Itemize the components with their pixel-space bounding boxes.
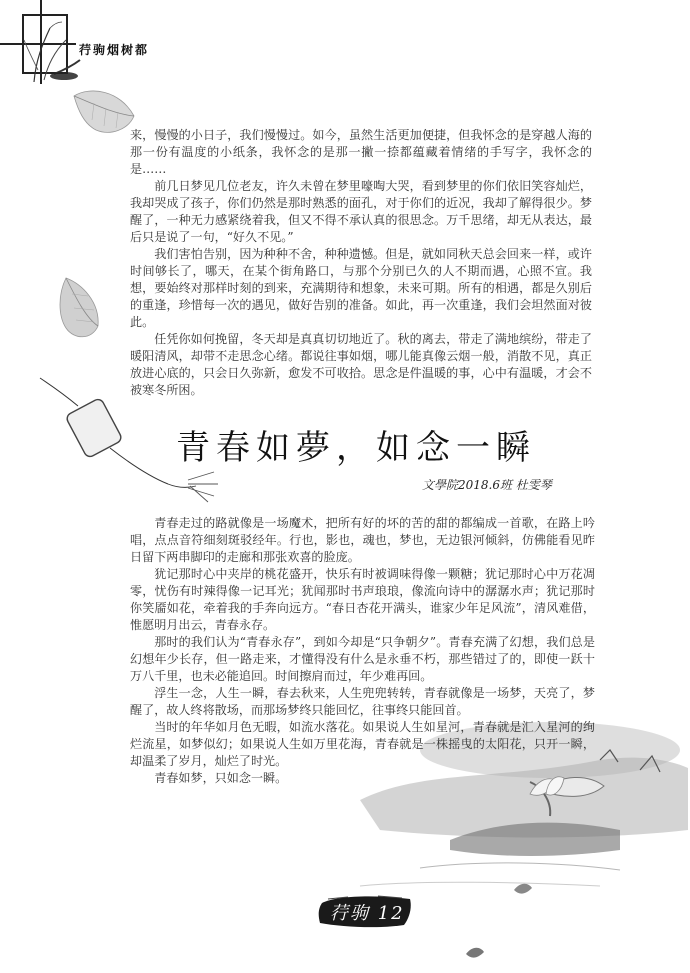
paragraph: 当时的年华如月色无暇，如流水落花。如果说人生如星河，青春就是汇入星河的绚烂流星，如梦似幻；如果说人生如万里花海，青春就是一株摇曳的太阳花，只开一瞬，却温柔了岁月，灿烂了时光。 (130, 720, 595, 768)
article-title: 青春如夢，如念一瞬 (176, 428, 536, 468)
paragraph: 青春走过的路就像是一场魔术，把所有好的坏的苦的甜的都编成一首歌，在路上吟唱，点点音符细刻斑驳经年。行也，影也，魂也，梦也，无边银河倾斜，仿佛能看见昨日留下两串脚印的走廊和那张欢喜的脸庞。 (130, 516, 595, 564)
paragraph: 那时的我们认为“青春永存”，到如今却是“只争朝夕”。青春充满了幻想，我们总是幻想年少长存，但一路走来，才懂得没有什么是永垂不朽，那些错过了的，即使一跃十万八千里，也未必能追回。时间擦肩而过，年少难再回。 (130, 635, 595, 683)
paragraph: 犹记那时心中夹岸的桃花盛开，快乐有时被调味得像一颗糖；犹记那时心中万花凋零，忧伤有时辣得像一记耳光；犹闻那时书声琅琅，像流向诗中的潺潺水声；犹记那时你笑靥如花，牵着我的手奔向远方。“春日杏花开满头，谁家少年足风流”，清风难借，惟愿明月出云，青春永存。 (130, 567, 595, 632)
paragraph: 青春如梦，只如念一瞬。 (154, 771, 288, 785)
essay-passage-2 (130, 515, 595, 787)
section-title: 荇驹烟树都 (76, 41, 152, 58)
paragraph: 前几日梦见几位老友，许久未曾在梦里嚎啕大哭，看到梦里的你们依旧笑容灿烂，我却哭成了孩子，你们仍然是那时熟悉的面孔，对于你们的近况，我却了解得很少。梦醒了，一种无力感紧绕着我，但又不得不承认真的很思念。万千思绪，却无从表达，最后只是说了一句，“好久不见。” (130, 179, 592, 244)
paragraph: 来，慢慢的小日子，我们慢慢过。如今，虽然生活更加便捷，但我怀念的是穿越人海的那一份有温度的小纸条，我怀念的是那一撇一捺都蕴藏着情绪的手写字，我怀念的是…… (130, 128, 592, 176)
essay-passage-1 (130, 127, 592, 399)
paragraph: 我们害怕告别，因为种种不舍，种种遗憾。但是，就如同秋天总会回来一样，或许时间够长了，哪天，在某个街角路口，与那个分别已久的人不期而遇，心照不宣。我想，要始终对那样时刻的到来，充满期待和想象，未来可期。所有的相遇，都是久别后的重逢，珍惜每一次的遇见，做好告别的准备。如此，再一次重逢，我们会坦然面对彼此。 (130, 247, 592, 329)
author-byline: 文學院2018.6班 杜雯琴 (422, 478, 552, 492)
page-number: 荇驹 12 (330, 903, 405, 924)
leaf-icon (54, 274, 106, 344)
paragraph: 浮生一念，人生一瞬，春去秋来，人生兜兜转转，青春就像是一场梦，天亮了，梦醒了，故人终将散场，而那场梦终只能回忆，往事终只能回首。 (130, 686, 595, 717)
ink-plant-icon (14, 10, 84, 90)
paragraph: 任凭你如何挽留，冬天却是真真切切地近了。秋的离去，带走了满地缤纷，带走了暖阳清风，却带不走思念心绪。都说往事如烟，哪儿能真像云烟一般，消散不见，真正放进心底的，只会日久弥新，愈发不可收拾。思念是件温暖的事，心中有温暖，才会不被寒冬所困。 (130, 332, 592, 397)
